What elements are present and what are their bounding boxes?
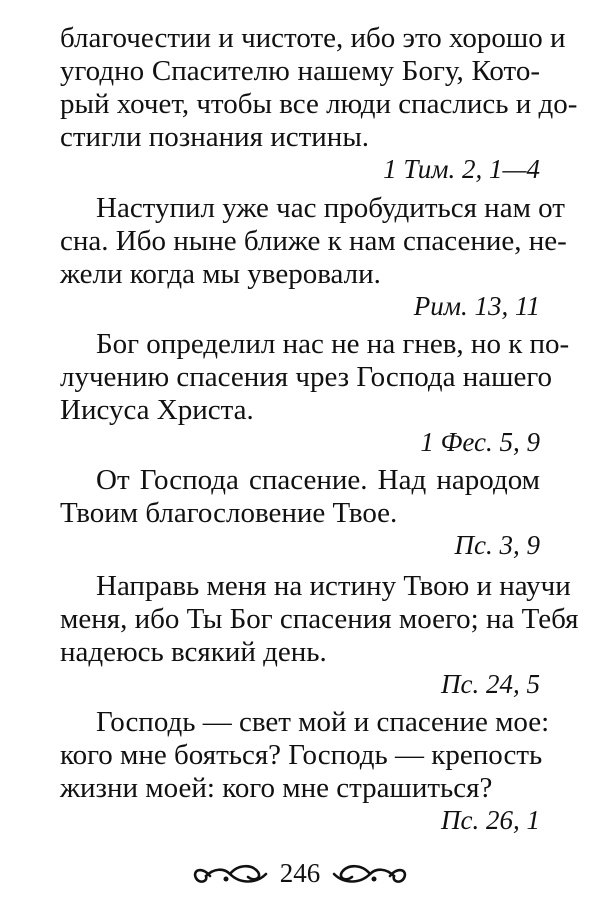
passage-line: От Господа спасение. Над народом bbox=[96, 464, 540, 496]
passage-line: жизни моей: кого мне страшиться? bbox=[60, 772, 493, 804]
scripture-reference: Пс. 3, 9 bbox=[454, 530, 540, 560]
scripture-reference: 1 Фес. 5, 9 bbox=[420, 427, 540, 457]
passage-line: Господь — свет мой и спасение мое: bbox=[96, 706, 550, 738]
passage-line: Твоим благословение Твое. bbox=[60, 497, 398, 529]
scripture-reference: Пс. 24, 5 bbox=[441, 669, 540, 699]
passage-line: лучению спасения чрез Господа нашего bbox=[60, 361, 553, 393]
left-ornament-icon bbox=[190, 858, 270, 888]
passage-line: надеюсь всякий день. bbox=[60, 636, 327, 668]
passage-line: стигли познания истины. bbox=[60, 121, 370, 153]
right-ornament-icon bbox=[330, 858, 410, 888]
page-number: 246 bbox=[279, 858, 321, 888]
passage-line: кого мне бояться? Господь — крепость bbox=[60, 739, 543, 771]
passage-line: Наступил уже час пробудиться нам от bbox=[96, 192, 565, 224]
passage-line: Направь меня на истину Твою и научи bbox=[96, 570, 571, 602]
passage-line: жели когда мы уверовали. bbox=[60, 258, 381, 290]
page-footer bbox=[0, 848, 600, 898]
passage-ps26 bbox=[60, 706, 550, 836]
scripture-reference: Рим. 13, 11 bbox=[413, 291, 540, 321]
passage-line: рый хочет, чтобы все люди спаслись и до- bbox=[60, 88, 578, 120]
passage-line: Бог определил нас не на гнев, но к по- bbox=[96, 328, 570, 360]
passage-line: меня, ибо Ты Бог спасения моего; на Тебя bbox=[60, 603, 579, 635]
passage-line: угодно Спасителю нашему Богу, Кото- bbox=[60, 55, 540, 87]
passage-line: Иисуса Христа. bbox=[60, 394, 254, 426]
passage-1thess bbox=[60, 328, 570, 458]
passage-line: сна. Ибо ныне ближе к нам спасение, не- bbox=[60, 225, 567, 257]
passage-1tim bbox=[60, 22, 578, 185]
passage-ps3 bbox=[60, 464, 540, 561]
passage-ps24 bbox=[60, 570, 579, 700]
scripture-reference: Пс. 26, 1 bbox=[441, 805, 540, 835]
scripture-reference: 1 Тим. 2, 1—4 bbox=[383, 154, 540, 184]
passage-line: благочестии и чистоте, ибо это хорошо и bbox=[60, 22, 566, 54]
passage-rom bbox=[60, 192, 567, 322]
